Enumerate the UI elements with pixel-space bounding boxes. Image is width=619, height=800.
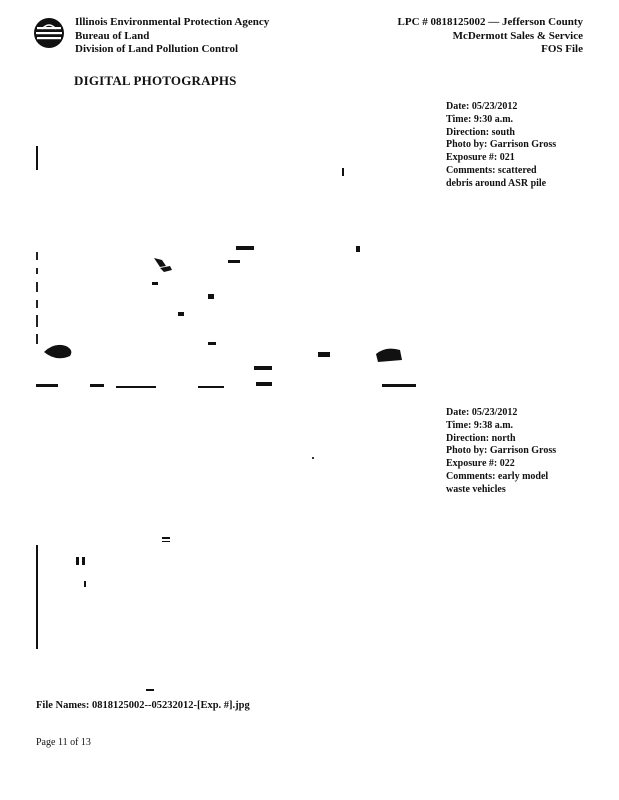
site-block [398,16,583,57]
photo-1-comments-cont: debris around ASR pile [446,177,547,189]
photo-1-photographer: Photo by: Garrison Gross [446,139,557,151]
division-name: Division of Land Pollution Control [75,43,238,55]
photo-1-direction: Direction: south [446,126,515,138]
agency-logo [33,17,65,49]
photo-1-date: Date: 05/23/2012 [446,101,518,112]
photo-2-comments-cont: waste vehicles [446,483,506,495]
photo-2 [36,407,416,702]
file-names: File Names: 0818125002--05232012-[Exp. #].jpg [36,700,250,711]
photo-2-exposure: Exposure #: 022 [446,458,515,470]
site-name: McDermott Sales & Service [452,29,583,42]
photo-1-caption [446,101,556,191]
photo-1 [36,100,416,392]
lpc-number: LPC # 0818125002 — Jefferson County [397,16,583,28]
page-number: Page 11 of 13 [36,737,91,748]
photo-2-photographer: Photo by: Garrison Gross [446,445,557,457]
photo-2-date: Date: 05/23/2012 [446,407,518,418]
photo-2-comments: Comments: early model [446,470,549,482]
photo-2-time: Time: 9:38 a.m. [446,419,514,431]
photo-1-comments: Comments: scattered [446,164,537,176]
agency-block [75,16,269,57]
photo-2-direction: Direction: north [446,432,516,444]
bureau-name: Bureau of Land [75,29,150,42]
photo-1-exposure: Exposure #: 021 [446,152,515,164]
file-type: FOS File [541,43,583,55]
photo-1-time: Time: 9:30 a.m. [446,113,514,125]
photo-2-caption [446,407,556,497]
page-title: DIGITAL PHOTOGRAPHS [74,73,237,88]
agency-name: Illinois Environmental Protection Agency [75,16,270,28]
